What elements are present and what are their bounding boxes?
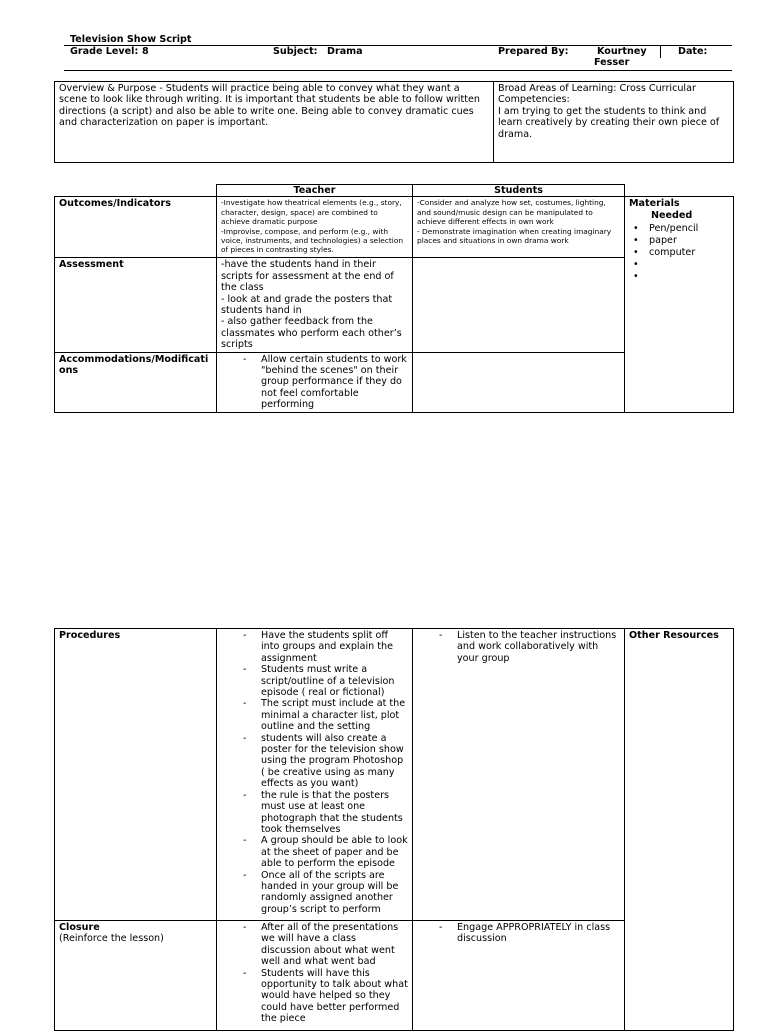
overview-text: Overview & Purpose - Students will practice being able to convey what they want a scene to look like through writing. It is important that students be able to follow written directions (a script) and also be able to write one. Being able to convey dramatic cues and characterization on paper is important. [59,83,480,129]
grade-value: 8 [142,46,149,57]
broad-areas-text: Broad Areas of Learning: Cross Curricular Competencies: [498,83,696,106]
procedures-teacher-item: - the rule is that the posters must use at least one photograph that the students took themselves [261,790,408,836]
header-row [64,45,732,71]
subject-label: Subject: [273,46,318,57]
grade-label: Grade Level: [70,46,139,57]
closure-students-item: - Engage APPROPRIATELY in class discussion [457,922,620,945]
procedures-teacher-item: - Have the students split off into groups and explain the assignment [261,630,408,664]
outcomes-students-cell [413,197,625,258]
materials-list [629,223,729,283]
closure-label: Closure [59,922,100,933]
procedures-teacher-item: - A group should be able to look at the sheet of paper and be able to perform the episode [261,835,408,869]
assessment-teacher-3: - also gather feedback from the classmates who perform each other’s scripts [221,316,402,351]
materials-item [649,259,729,271]
accommodations-students-cell [413,352,625,412]
closure-teacher-item: - Students will have this opportunity to talk about what would have helped so they could have better performed the piece [261,968,408,1025]
outcomes-table [54,184,734,413]
materials-item: • paper [649,235,729,247]
assessment-teacher-cell [217,258,413,352]
prepared-by-name-1: Kourtney [597,46,647,57]
closure-sublabel: (Reinforce the lesson) [59,933,164,945]
materials-title-2: Needed [651,209,693,221]
outcomes-teacher-cell [217,197,413,258]
prepared-by-label: Prepared By: [498,46,569,57]
assessment-teacher-1: -have the students hand in their scripts for assessment at the end of the class [221,259,394,294]
accommodations-teacher: - Allow certain students to work "behind the scenes" on their group performance if they do not feel comfortable performing [261,354,408,411]
materials-cell [625,197,734,412]
materials-item [649,271,729,283]
closure-teacher-item: - After all of the presentations we will have a class discussion about what went well and what went bad [261,922,408,968]
corner-cell [55,185,217,197]
procedures-teacher-item: - Students must write a script/outline of a television episode ( real or fictional) [261,664,408,698]
broad-areas-cell [494,82,734,163]
goal-text: I am trying to get the students to think and learn creatively by creating their own piece of drama. [498,105,720,140]
header-divider [660,45,661,58]
overview-table [54,81,734,163]
outcomes-teacher-2: -Improvise, compose, and perform (e.g., with voice, instruments, and technologies) a selection of pieces in contrasting styles. [221,226,404,255]
corner-cell-right [625,185,734,197]
procedures-teacher-item: - Once all of the scripts are handed in your group will be randomly assigned another group’s script to perform [261,870,408,916]
procedures-students-cell [413,629,625,921]
closure-label-cell [55,921,217,1031]
date-label: Date: [678,46,708,57]
outcomes-label: Outcomes/Indicators [55,197,217,258]
other-resources-cell [625,629,734,1031]
procedures-teacher-item: - students will also create a poster for the television show using the program Photoshop ( be creative using as many effects as you want) [261,733,408,790]
students-column-header: Students [413,185,625,197]
materials-item: • computer [649,247,729,259]
materials-item: • Pen/pencil [649,223,729,235]
procedures-teacher-cell [217,629,413,921]
accommodations-teacher-cell [217,352,413,412]
procedures-teacher-item: - The script must include at the minimal a character list, plot outline and the setting [261,698,408,732]
materials-title-1: Materials [629,198,680,210]
prepared-by-name-2: Fesser [594,57,630,68]
procedures-table [54,628,734,1031]
closure-teacher-cell [217,921,413,1031]
assessment-label: Assessment [55,258,217,352]
procedures-label: Procedures [55,629,217,921]
assessment-students-cell [413,258,625,352]
subject-value: Drama [327,46,363,57]
outcomes-students-2: - Demonstrate imagination when creating imaginary places and situations in own drama work [417,226,612,246]
outcomes-students-1: -Consider and analyze how set, costumes, lighting, and sound/music design can be manipulated to achieve different effects in own work [417,198,606,227]
lesson-title: Television Show Script [70,34,192,45]
closure-students-cell [413,921,625,1031]
teacher-column-header: Teacher [217,185,413,197]
outcomes-teacher-1: -Investigate how theatrical elements (e.g., story, character, design, space) are combined to achieve dramatic purpose [221,198,402,227]
accommodations-label: Accommodations/Modifications [55,352,217,412]
overview-cell [55,82,494,163]
procedures-students-item: - Listen to the teacher instructions and work collaboratively with your group [457,630,620,664]
other-resources-label: Other Resources [629,630,719,641]
assessment-teacher-2: - look at and grade the posters that students hand in [221,293,393,317]
